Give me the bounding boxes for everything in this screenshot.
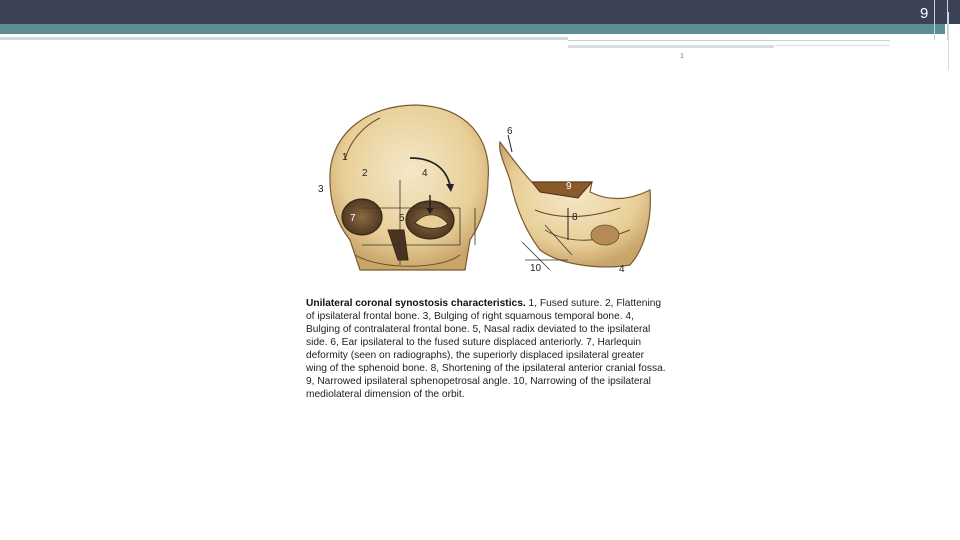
figure-label: 9 (566, 181, 572, 192)
slide-number: 9 (920, 5, 929, 22)
small-mark: 1 (680, 53, 684, 60)
divider-line (568, 37, 890, 41)
figure-label: 7 (350, 213, 356, 224)
figure-label: 4 (619, 264, 625, 275)
skull-front-view (330, 105, 489, 270)
figure-label: 6 (507, 126, 513, 137)
figure-caption (306, 297, 666, 401)
figure-label: 4 (422, 168, 428, 179)
accent-bar (0, 24, 945, 34)
divider-line (0, 37, 568, 40)
skull-base-view (500, 135, 651, 270)
figure-label: 3 (318, 184, 324, 195)
figure-label: 1 (342, 152, 348, 163)
divider-line (568, 45, 774, 48)
corner-decoration (934, 0, 948, 40)
figure-label: 10 (530, 263, 542, 274)
figure-label: 5 (399, 213, 405, 224)
corner-decoration (948, 12, 949, 70)
header-bar (0, 0, 960, 24)
figure-label: 2 (362, 168, 368, 179)
caption-body: 1, Fused suture. 2, Flattening of ipsilateral frontal bone. 3, Bulging of right squamous temporal bone. 4, Bulging of contralateral frontal bone. 5, Nasal radix deviated to the ipsilateral side. 6, Ear ipsilateral to the fused suture displaced anteriorly. 7, Harlequin deformity (seen on radiographs), the superiorly displaced ipsilateral greater wing of the sphenoid bone. 8, Shortening of the ipsilateral anterior cranial fossa. 9, Narrowed ipsilateral sphenopetrosal angle. 10, Narrowing of the ipsilateral mediolateral dimension of the orbit. (306, 298, 666, 400)
caption-title: Unilateral coronal synostosis characteristics. (306, 298, 526, 309)
divider-line (775, 45, 889, 46)
skull-figure (300, 100, 660, 290)
figure-label: 8 (572, 212, 578, 223)
